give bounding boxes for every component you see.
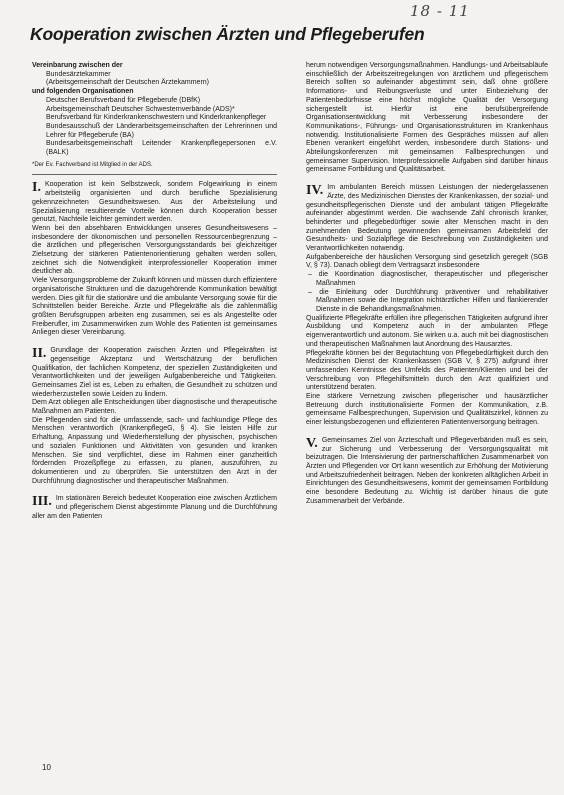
list-item: – die Koordination diagnostischer, therapeutischer und pflegerischer Maßnahmen [308, 271, 548, 287]
handwritten-annotation: 18 - 11 [410, 2, 470, 20]
section-4 [306, 184, 548, 428]
list-item: – die Einleitung oder Durchführung präventiver und rehabilitativer Maßnahmen sowie die Integration nichtärztlicher Hilfen und flankierender Dienste in die Behandlungsmaßnahmen. [308, 288, 548, 313]
section-paragraph: Kooperation ist kein Selbstzweck, sondern Folgewirkung in einem arbeitsteilig organisierten und durch berufliche Spezialisierung gekennzeichneten Gesundheitswesen. Aus der Arbeitsteilung und Spezialisierung resultierende Vorteile können durch Kooperation besser genutzt, Nachteile leichter gemindert werden. [32, 181, 277, 224]
section-5 [306, 437, 548, 507]
section-paragraph: Die Pflegenden sind für die umfassende, sach- und fachkundige Pflege des Menschen verantwortlich (KrankenpflegeG, § 4). Sie leisten Hilfe zur Erhaltung, Anpassung und Wiederherstellung der physischen, psychischen und sozialen Funktionen und Aktivitäten von gesunden und kranken Menschen. Sie sind verpflichtet, diese im Rahmen einer ganzheitlich fördernden Prozeßpflege zu erfassen, zu planen, auszuführen, zu dokumentieren und zu überprüfen. Sie unterstützen den Arzt in der Durchführung diagnostischer und therapeutischer Maßnahmen. [32, 416, 277, 485]
section-paragraph: Dem Arzt obliegen alle Entscheidungen über diagnostische und therapeutische Maßnahmen am Patienten. [32, 399, 277, 416]
party-name: Bundesärztekammer [46, 70, 111, 78]
section-1 [32, 181, 277, 338]
section-paragraph: Wenn bei den absehbaren Entwicklungen unseres Gesundheitswesens – insbesondere der ökonomischen und personellen Ressourcenbegrenzung – die ärztlichen und pflegerischen Versorgungsstandards bei gleichzeitiger Zielsetzung der stärkeren Patientenorientierung gehalten werden sollen, zeichnet sich die Notwendigkeit interprofessioneller Kooperation immer deutlicher ab. [32, 224, 277, 276]
section-number: I. [32, 180, 41, 196]
section-number: IV. [306, 183, 324, 199]
section-paragraph: herum notwendigen Versorgungsmaßnahmen. Handlungs- und Arbeitsabläufe einschließlich der Arbeitszeitregelungen von ärztlichem und pflegerischem Bereich sollten so aufeinander abgestimmt sein, daß ohne größere Informations- und Reibungsverluste und unter Einbeziehung der Patientenbedürfnisse eine höchst mögliche Qualität der Versorgung sichergestellt ist. Hierfür ist eine berufsübergreifende Organisationsentwicklung mit Verbesserung insbesondere der Kommunikations-, Führungs- und Organisationsstrukturen im Krankenhaus notwendig. Institutionalisierte Formen des Gespräches müssen auf allen Ebenen verankert eingeführt werden, insbesondere durch Stations- und Abteilungskonferenzen mit gemeinsamen Fallbesprechungen und gemeinsamer Supervision. Interprofessionelle Aufgaben sind darüber hinaus gemeinsame Fortbildung und Qualitätsarbeit. [306, 62, 548, 174]
section-paragraph: Aufgabenbereiche der häuslichen Versorgung sind gesetzlich geregelt (SGB V, § 73). Danach obliegt dem Vertragsarzt insbesondere [306, 253, 548, 270]
organisations-heading: und folgenden Organisationen [32, 88, 134, 96]
party-subtitle: (Arbeitsgemeinschaft der Deutschen Ärztekammern) [46, 79, 210, 87]
organisation-item: Bundesausschuß der Länderarbeitsgemeinschaften der Lehrerinnen und Lehrer für Pflegeberufe (BA) [46, 122, 277, 139]
footnote: *Der Ev. Fachverband ist Mitglied in der ADS. [32, 161, 153, 168]
page-title: Kooperation zwischen Ärzten und Pflegeberufen [30, 24, 425, 44]
section-paragraph: Grundlage der Kooperation zwischen Ärzten und Pflegekräften ist gegenseitige Akzeptanz und Wertschätzung der beruflichen Qualifikation, der fachlichen Kompetenz, der speziellen Zuständigkeiten und Verantwortlichkeiten und der jeweiligen Aufgabenbereiche und Tätigkeiten. Gemeinsames Ziel ist es, Leben zu erhalten, die Gesundheit zu schützen und wiederherzustellen sowie Leiden zu lindern. [32, 347, 277, 398]
section-paragraph: Viele Versorgungsprobleme der Zukunft können und müssen durch effizientere organisatorische Strukturen und die dazugehörende Kommunikation bewältigt werden. Dies gilt für die stationäre und die ambulante Versorgung sowie für die Schnittstellen beider Bereiche. Ärzte und Pflegekräfte als die zahlenmäßig größten Berufsgruppen arbeiten eng zusammen, sei es als Angestellte oder Freiberufler, im Zusammenwirken zum Wohle des Patienten ist gemeinsames Anliegen dieser Vereinbarung. [32, 277, 277, 337]
section-3 [32, 495, 277, 521]
section-paragraph: Im stationären Bereich bedeutet Kooperation eine zwischen Ärztlichem und pflegerischem Dienst abgestimmte Planung und die Durchführung aller am den Patienten [32, 495, 277, 520]
page-number: 10 [42, 763, 51, 772]
section-3-continued [306, 62, 548, 175]
section-paragraph: Qualifizierte Pflegekräfte erfüllen ihre pflegerischen Tätigkeiten aufgrund ihrer Ausbildung und Kompetenz auch in der ambulanten Pflege eigenverantwortlich und autonom. Sie wirken u.a. auch mit bei diagnostischen und therapeutischen Maßnahmen laut Anordnung des Hausarztes. [306, 314, 548, 348]
section-paragraph: Gemeinsames Ziel von Ärzteschaft und Pflegeverbänden muß es sein, zur Sicherung und Verbesserung der Versorgungsqualität mit beizutragen. Die Intensivierung der partnerschaftlichen Zusammenarbeit von Ärzten und Pflegenden vor Ort kann wesentlich zur Erhöhung der Motivierung und Arbeitszufriedenheit beitragen. Neben der konkreten alltäglichen Arbeit in Einrichtungen des Gesundheitswesens, kommt der gemeinsamen Fortbildung eine besondere Bedeutung zu. Wichtig ist darüber hinaus die gute Zusammenarbeit der Verbände. [306, 436, 548, 505]
organisation-item: Deutscher Berufsverband für Pflegeberufe (DBfK) [46, 96, 201, 104]
section-paragraph: Eine stärkere Vernetzung zwischen pflegerischer und hausärztlicher Betreuung durch institutionalisierte Formen der Kommunikation, z.B. gemeinsame Fallbesprechungen, Supervision und Qualitätszirkel, können zu einer leistungsbezogenen und effizienteren Patientenversorgung beitragen. [306, 393, 548, 427]
organisation-item: Arbeitsgemeinschaft Deutscher Schwesternverbände (ADS)* [46, 105, 235, 113]
section-number: III. [32, 494, 52, 510]
organisation-item: Bundesarbeitsgemeinschaft Leitender Krankenpflegepersonen e.V. (BALK) [46, 140, 277, 157]
section-number: V. [306, 435, 318, 451]
left-column [32, 62, 277, 521]
section-number: II. [32, 346, 47, 362]
section-paragraph: Pflegekräfte können bei der Begutachtung von Pflegebedürftigkeit durch den Medizinischen Dienst der Krankenkassen (SGB V, § 275) aufgrund ihrer umfassenden Kenntnisse des Umfelds des Patienten/Klienten und bei der Verschreibung von Pflegehilfsmitteln durch den Arzt qualifiziert und unterstützend beraten. [306, 349, 548, 392]
right-column [306, 62, 548, 506]
agreement-heading: Vereinbarung zwischen der [32, 62, 123, 69]
divider [32, 174, 277, 175]
section-paragraph: Im ambulanten Bereich müssen Leistungen der niedergelassenen Ärzte, des Medizinischen Dienstes der Krankenkassen, der sozial- und gesundheitspflegerischen Dienste und der ambulant tätigen Pflegekräfte aufeinander abgestimmt werden. Die wachsende Zahl chronisch kranker, behinderter und pflegebedürftiger sowie alter Menschen macht in den zunehmenden Bedeutung gewinnenden gemeinsamen Arbeitsfeld der Gesundheits- und Sozialpflege die Beschreibung von Zuständigkeiten und Verantwortlichkeiten notwendig. [306, 184, 548, 253]
section-2 [32, 347, 277, 486]
organisation-item: Berufsverband für Kinderkrankenschwestern und Kinderkrankenpfleger [46, 114, 267, 122]
